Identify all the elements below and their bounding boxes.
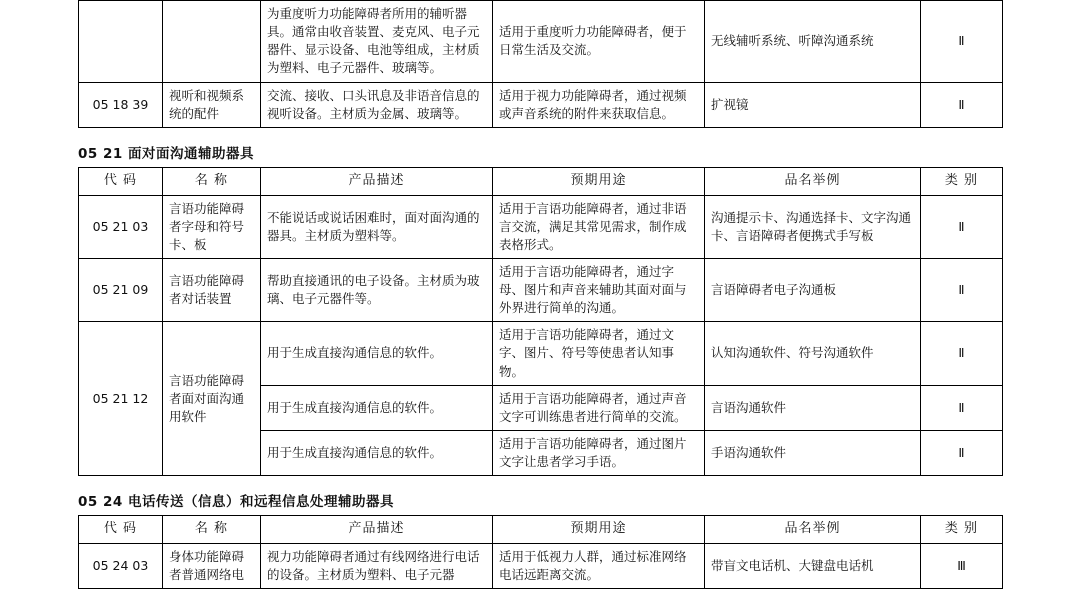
cell-use: 适用于重度听力功能障碍者，便于日常生活及交流。 (493, 1, 705, 83)
cell-use: 适用于言语功能障碍者，通过非语言交流，满足其常见需求，制作成表格形式。 (493, 195, 705, 258)
table-row (79, 322, 1003, 385)
header-code: 代 码 (79, 516, 163, 544)
cell-description: 帮助直接通讯的电子设备。主材质为玻璃、电子元器件等。 (261, 258, 493, 321)
cell-name: 言语功能障碍者字母和符号卡、板 (163, 195, 261, 258)
cell-class: Ⅲ (921, 544, 1003, 589)
table-section-0521 (78, 167, 1003, 476)
header-use: 预期用途 (493, 516, 705, 544)
cell-class: Ⅱ (921, 1, 1003, 83)
cell-use: 适用于言语功能障碍者，通过图片文字让患者学习手语。 (493, 430, 705, 475)
header-example: 品名举例 (705, 516, 921, 544)
section-title-0524: 05 24 电话传送（信息）和远程信息处理辅助器具 (78, 494, 394, 511)
cell-name: 言语功能障碍者面对面沟通用软件 (163, 322, 261, 476)
table-row (79, 1, 1003, 83)
cell-example: 言语沟通软件 (705, 385, 921, 430)
cell-example: 言语障碍者电子沟通板 (705, 258, 921, 321)
table-row (79, 82, 1003, 127)
header-code: 代 码 (79, 167, 163, 195)
cell-class: Ⅱ (921, 258, 1003, 321)
cell-example: 扩视镜 (705, 82, 921, 127)
cell-example: 带盲文电话机、大键盘电话机 (705, 544, 921, 589)
cell-example: 无线辅听系统、听障沟通系统 (705, 1, 921, 83)
table-row (79, 544, 1003, 589)
cell-example: 手语沟通软件 (705, 430, 921, 475)
header-description: 产品描述 (261, 167, 493, 195)
cell-class: Ⅱ (921, 430, 1003, 475)
cell-name (163, 1, 261, 83)
cell-description: 交流、接收、口头讯息及非语音信息的视听设备。主材质为金属、玻璃等。 (261, 82, 493, 127)
cell-use: 适用于言语功能障碍者，通过文字、图片、符号等使患者认知事物。 (493, 322, 705, 385)
cell-name: 视听和视频系统的配件 (163, 82, 261, 127)
header-class: 类 别 (921, 167, 1003, 195)
cell-use: 适用于视力功能障碍者，通过视频或声音系统的附件来获取信息。 (493, 82, 705, 127)
header-class: 类 别 (921, 516, 1003, 544)
cell-name: 言语功能障碍者对话装置 (163, 258, 261, 321)
cell-class: Ⅱ (921, 322, 1003, 385)
cell-example: 沟通提示卡、沟通选择卡、文字沟通卡、言语障碍者便携式手写板 (705, 195, 921, 258)
cell-class: Ⅱ (921, 82, 1003, 127)
cell-code: 05 21 12 (79, 322, 163, 476)
cell-code: 05 24 03 (79, 544, 163, 589)
cell-class: Ⅱ (921, 385, 1003, 430)
header-example: 品名举例 (705, 167, 921, 195)
table-header-row (79, 516, 1003, 544)
table-row (79, 195, 1003, 258)
header-name: 名 称 (163, 516, 261, 544)
cell-description: 为重度听力功能障碍者所用的辅听器具。通常由收音装置、麦克风、电子元器件、显示设备、电池等组成，主材质为塑料、电子元器件、玻璃等。 (261, 1, 493, 83)
cell-description: 用于生成直接沟通信息的软件。 (261, 385, 493, 430)
header-name: 名 称 (163, 167, 261, 195)
cell-name: 身体功能障碍者普通网络电 (163, 544, 261, 589)
table-header-row (79, 167, 1003, 195)
cell-description: 用于生成直接沟通信息的软件。 (261, 322, 493, 385)
cell-use: 适用于言语功能障碍者，通过字母、图片和声音来辅助其面对面与外界进行简单的沟通。 (493, 258, 705, 321)
cell-use: 适用于言语功能障碍者，通过声音文字可训练患者进行简单的交流。 (493, 385, 705, 430)
cell-code (79, 1, 163, 83)
table-section-0524 (78, 515, 1003, 589)
section-title-0521: 05 21 面对面沟通辅助器具 (78, 145, 254, 162)
cell-code: 05 21 03 (79, 195, 163, 258)
cell-code: 05 18 39 (79, 82, 163, 127)
cell-class: Ⅱ (921, 195, 1003, 258)
cell-description: 用于生成直接沟通信息的软件。 (261, 430, 493, 475)
cell-use: 适用于低视力人群，通过标准网络电话远距离交流。 (493, 544, 705, 589)
cell-description: 不能说话或说话困难时，面对面沟通的器具。主材质为塑料等。 (261, 195, 493, 258)
cell-description: 视力功能障碍者通过有线网络进行电话的设备。主材质为塑料、电子元器 (261, 544, 493, 589)
table-row (79, 258, 1003, 321)
header-use: 预期用途 (493, 167, 705, 195)
cell-code: 05 21 09 (79, 258, 163, 321)
cell-example: 认知沟通软件、符号沟通软件 (705, 322, 921, 385)
table-continuation (78, 0, 1003, 128)
header-description: 产品描述 (261, 516, 493, 544)
